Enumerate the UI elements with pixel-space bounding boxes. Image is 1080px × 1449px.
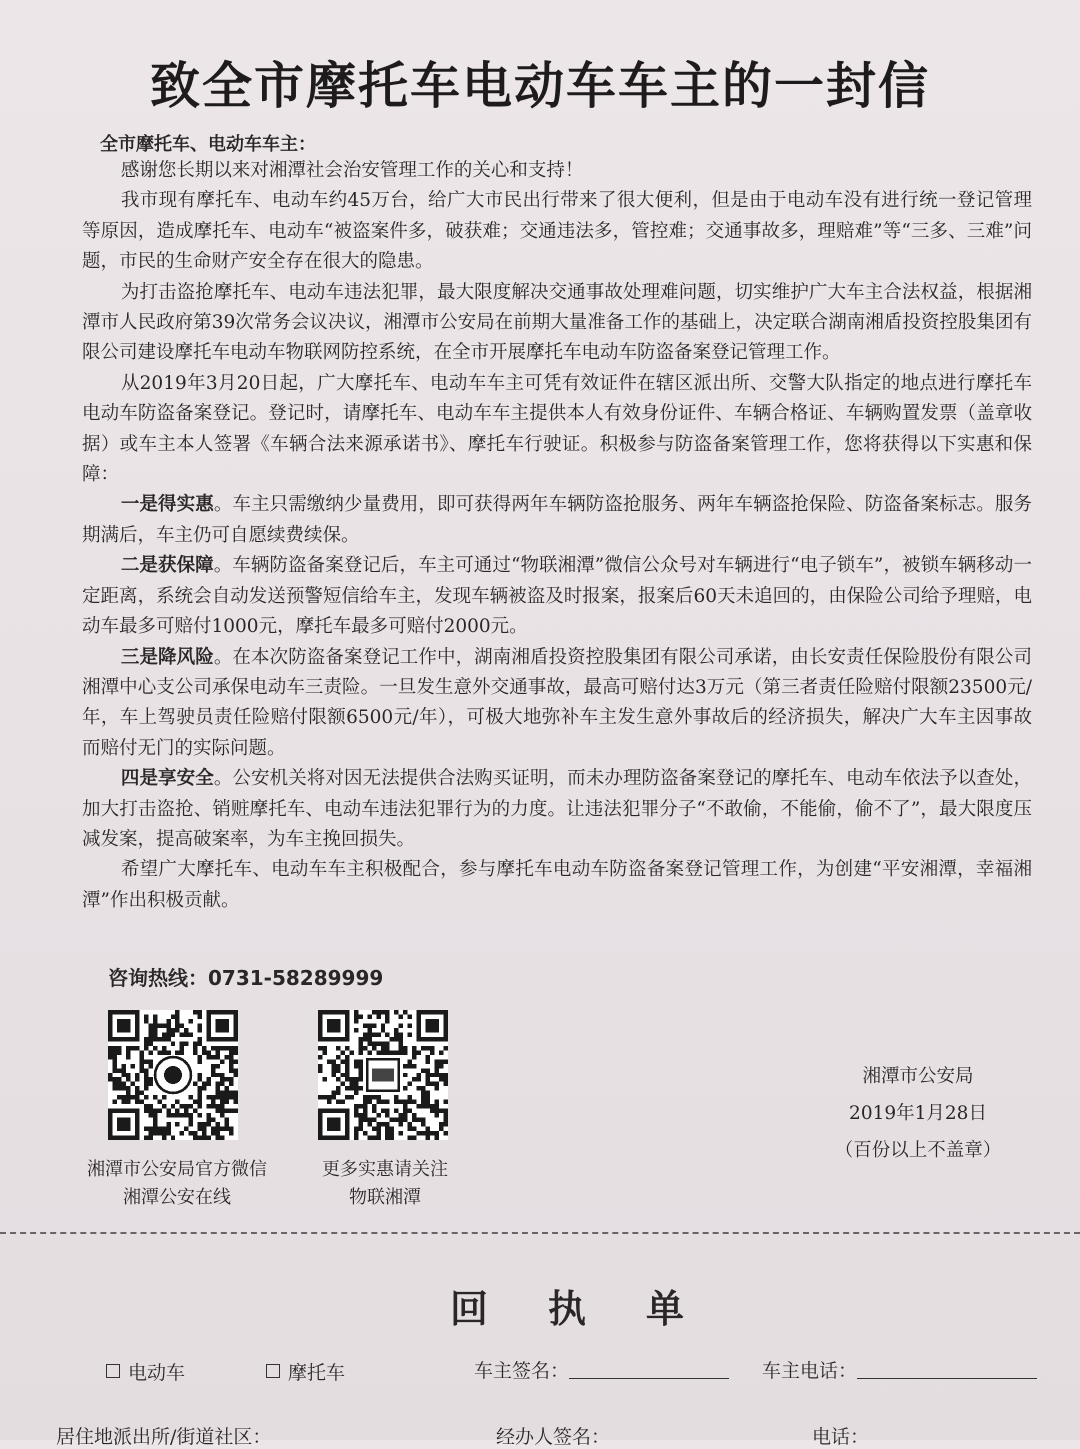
benefit-1-text: 。车主只需缴纳少量费用，即可获得两年车辆防盗抢服务、两年车辆盗抢保险、防盗备案标志。服务期满后，车主仍可自愿续费续保。 <box>82 494 1032 546</box>
paragraph-registration: 从2019年3月20日起，广大摩托车、电动车车主可凭有效证件在辖区派出所、交警大队指定的地点进行摩托车电动车防盗备案登记。登记时，请摩托车、电动车车主提供本人有效身份证件、车辆合格证、车辆购置发票（盖章收据）或车主本人签署《车辆合法来源承诺书》、摩托车行驶证。积极参与防盗备案管理工作，您将获得以下实惠和保障： <box>82 372 1032 486</box>
residence-field[interactable] <box>56 1422 271 1449</box>
handler-signature-field[interactable] <box>496 1422 610 1449</box>
checkbox-moto-box[interactable] <box>266 1364 280 1378</box>
salutation: 全市摩托车、电动车车主： <box>100 134 316 155</box>
signature-org: 湘潭市公安局 <box>862 1066 974 1087</box>
benefit-2-text: 。车辆防盗备案登记后，车主可通过“物联湘潭”微信公众号对车辆进行“电子锁车”，被锁车辆移动一定距离，系统会自动发送预警短信给车主，发现车辆被盗及时报案，报案后60天未追回的，由保险公司给予理赔，电动车最多可赔付1000元，摩托车最多可赔付2000元。 <box>82 555 1032 638</box>
paragraph-benefit-4 <box>82 764 1032 855</box>
paragraph-closing: 希望广大摩托车、电动车车主积极配合，参与摩托车电动车防盗备案登记管理工作，为创建“平安湘潭，幸福湘潭”作出积极贡献。 <box>82 859 1032 911</box>
paragraph-purpose: 为打击盗抢摩托车、电动车违法犯罪，最大限度解决交通事故处理难问题，切实维护广大车主合法权益，根据湘潭市人民政府第39次常务会议决议，湘潭市公安局在前期大量准备工作的基础上，决定联合湖南湘盾投资控股集团有限公司建设摩托车电动车物联网防控系统，在全市开展摩托车电动车防盗备案登记管理工作。 <box>82 281 1032 364</box>
receipt-title: 回执单 <box>450 1286 745 1331</box>
phone-label: 电话： <box>812 1426 870 1448</box>
checkbox-moto-label: 摩托车 <box>288 1362 346 1384</box>
phone-field[interactable] <box>812 1422 869 1449</box>
paragraph-thanks: 感谢您长期以来对湘潭社会治安管理工作的关心和支持！ <box>120 160 584 181</box>
police-badge-icon <box>155 1057 191 1093</box>
qr-code-wulian-xiangtan[interactable] <box>318 1010 448 1140</box>
owner-signature-field[interactable] <box>474 1356 729 1383</box>
handler-signature-label: 经办人签名： <box>496 1426 611 1448</box>
hotline: 咨询热线：0731-58289999 <box>108 966 384 990</box>
residence-label: 居住地派出所/街道社区： <box>56 1426 272 1448</box>
cut-line <box>0 1232 1080 1234</box>
checkbox-ev[interactable] <box>106 1358 185 1385</box>
qr-caption-police <box>72 1156 282 1212</box>
logo-icon <box>367 1059 398 1090</box>
owner-signature-label: 车主签名： <box>474 1360 570 1382</box>
checkbox-ev-label: 电动车 <box>128 1362 186 1384</box>
qr-caption-wulian <box>300 1156 470 1212</box>
signature-block <box>808 1058 1028 1169</box>
owner-phone-line[interactable] <box>857 1378 1037 1379</box>
qr-caption-wulian-line2: 物联湘潭 <box>349 1187 421 1208</box>
benefit-1-heading: 一是得实惠 <box>120 494 214 516</box>
benefit-4-text: 。公安机关将对因无法提供合法购买证明，而未办理防盗备案登记的摩托车、电动车依法予以查处，加大打击盗抢、销赃摩托车、电动车违法犯罪行为的力度。让违法犯罪分子“不敢偷，不能偷，偷不了”，最大限度压减发案，提高破案率，为车主挽回损失。 <box>82 768 1032 850</box>
benefit-3-heading: 三是降风险 <box>120 646 214 668</box>
paragraph-benefit-1 <box>82 490 1032 551</box>
letter-body <box>82 156 1032 916</box>
benefit-3-text: 。在本次防盗备案登记工作中，湖南湘盾投资控股集团有限公司承诺，由长安责任保险股份有限公司湘潭中心支公司承保电动车三责险。一旦发生意外交通事故，最高可赔付达3万元（第三者责任险赔付限额23500元/年，车上驾驶员责任险赔付限额6500元/年），可极大地弥补车主发生意外事故后的经济损失，解决广大车主因事故而赔付无门的实际问题。 <box>82 646 1032 759</box>
qr-caption-wulian-line1: 更多实惠请关注 <box>322 1159 448 1180</box>
paragraph-background: 我市现有摩托车、电动车约45万台，给广大市民出行带来了很大便利，但是由于电动车没有进行统一登记管理等原因，造成摩托车、电动车“被盗案件多，破获难；交通违法多，管控难；交通事故多，理赔难”等“三多、三难”问题，市民的生命财产安全存在很大的隐患。 <box>82 190 1032 273</box>
signature-date: 2019年1月28日 <box>849 1103 987 1124</box>
benefit-4-heading: 四是享安全 <box>120 768 214 790</box>
letter-title: 致全市摩托车电动车车主的一封信 <box>150 56 930 115</box>
qr-caption-police-line1: 湘潭市公安局官方微信 <box>87 1159 267 1180</box>
qr-caption-police-line2: 湘潭公安在线 <box>123 1187 231 1208</box>
qr-code-police-wechat[interactable] <box>108 1010 238 1140</box>
paragraph-benefit-3 <box>82 643 1032 765</box>
benefit-2-heading: 二是获保障 <box>120 555 214 577</box>
owner-phone-label: 车主电话： <box>762 1360 858 1382</box>
paragraph-benefit-2 <box>82 551 1032 642</box>
owner-signature-line[interactable] <box>569 1378 729 1379</box>
owner-phone-field[interactable] <box>762 1356 1037 1383</box>
checkbox-moto[interactable] <box>266 1358 345 1385</box>
signature-note: （百份以上不盖章） <box>834 1140 1002 1161</box>
checkbox-ev-box[interactable] <box>106 1364 120 1378</box>
